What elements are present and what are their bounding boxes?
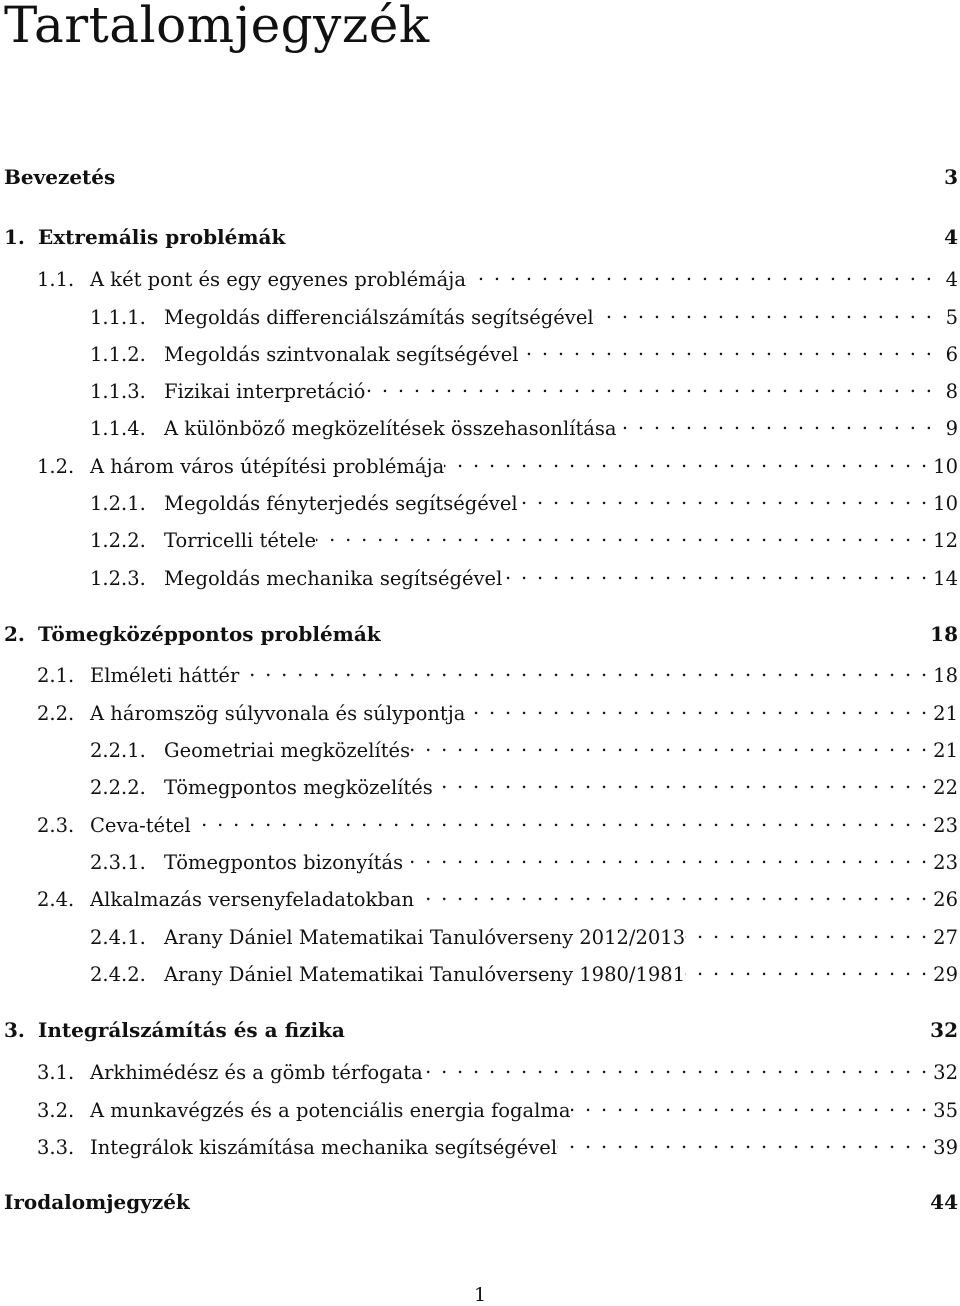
toc-dot-leader [444, 449, 933, 473]
toc-entry-number: 1.1.2. [90, 343, 146, 366]
toc-chapter-entry[interactable] [4, 1018, 958, 1042]
toc-entry-page: 10 [933, 492, 958, 515]
toc-entry-page: 44 [930, 1190, 958, 1214]
toc-dot-leader [557, 1130, 933, 1154]
toc-subsection-entry[interactable] [90, 300, 958, 330]
toc-entry-number: 2.3.1. [90, 851, 146, 874]
toc-entry-page: 3 [944, 165, 958, 189]
toc-entry-title: Fizikai interpretáció [164, 380, 366, 403]
toc-section-entry[interactable] [37, 449, 958, 479]
toc-subsection-entry[interactable] [90, 411, 958, 441]
toc-section-entry[interactable] [37, 1130, 958, 1160]
toc-chapter-entry[interactable] [4, 165, 958, 189]
page-number: 1 [473, 1284, 487, 1306]
toc-dot-leader [239, 658, 933, 682]
toc-entry-number: 1.1.3. [90, 380, 146, 403]
toc-entry-title: Torricelli tétele [164, 529, 317, 552]
toc-dot-leader [433, 770, 933, 794]
toc-section-entry[interactable] [37, 882, 958, 912]
toc-section-entry[interactable] [37, 808, 958, 838]
toc-entry-title: A munkavégzés és a potenciális energia fogalma [90, 1099, 571, 1122]
toc-dot-leader [518, 486, 934, 510]
toc-entry-page: 10 [933, 455, 958, 478]
toc-section-entry[interactable] [37, 658, 958, 688]
toc-entry-page: 9 [945, 417, 958, 440]
toc-entry-page: 21 [933, 739, 958, 762]
toc-entry-title: Arany Dániel Matematikai Tanulóverseny 1980/1981 [164, 963, 686, 986]
toc-subsection-entry[interactable] [90, 523, 958, 553]
toc-entry-page: 23 [933, 814, 958, 837]
toc-entry-page: 4 [945, 268, 958, 291]
toc-entry-page: 5 [945, 306, 958, 329]
toc-section-entry[interactable] [37, 1093, 958, 1123]
toc-entry-number: 3.2. [37, 1099, 75, 1122]
toc-dot-leader [594, 300, 938, 324]
toc-entry-page: 12 [933, 529, 958, 552]
toc-entry-title: Arany Dániel Matematikai Tanulóverseny 2012/2013 [164, 926, 686, 949]
toc-entry-number: 3.1. [37, 1061, 75, 1084]
toc-dot-leader [571, 1093, 934, 1117]
toc-entry-title: Tömegpontos bizonyítás [164, 851, 404, 874]
toc-entry-page: 6 [945, 343, 958, 366]
toc-entry-page: 21 [933, 702, 958, 725]
toc-entry-title: A különböző megközelítések összehasonlítása [164, 417, 617, 440]
toc-entry-number: 1.2.1. [90, 492, 146, 515]
toc-entry-title: Bevezetés [4, 165, 116, 189]
toc-entry-number: 1.1.1. [90, 306, 146, 329]
toc-dot-leader [414, 882, 933, 906]
toc-entry-number: 1.1.4. [90, 417, 146, 440]
toc-entry-title: Integrálok kiszámítása mechanika segítségével [90, 1136, 558, 1159]
toc-entry-title: Ceva-tétel [90, 814, 191, 837]
toc-entry-title: Megoldás szintvonalak segítségével [164, 343, 519, 366]
page-title: Tartalomjegyzék [4, 0, 430, 54]
toc-section-entry[interactable] [37, 1055, 958, 1085]
toc-entry-number: 2.2.1. [90, 739, 146, 762]
toc-entry-number: 2.2. [37, 702, 75, 725]
toc-entry-title: Megoldás differenciálszámítás segítségével [164, 306, 594, 329]
toc-chapter-entry[interactable] [4, 225, 958, 249]
toc-dot-leader [403, 845, 933, 869]
toc-dot-leader [316, 523, 933, 547]
toc-subsection-entry[interactable] [90, 845, 958, 875]
toc-dot-leader [191, 808, 933, 832]
toc-subsection-entry[interactable] [90, 337, 958, 367]
toc-entry-number: 3. [4, 1018, 25, 1042]
toc-entry-number: 1.2.3. [90, 567, 146, 590]
toc-dot-leader [465, 696, 933, 720]
toc-entry-title: Arkhimédész és a gömb térfogata [90, 1061, 423, 1084]
toc-subsection-entry[interactable] [90, 374, 958, 404]
toc-entry-title: Elméleti háttér [90, 664, 240, 687]
toc-dot-leader [410, 733, 933, 757]
toc-entry-number: 1.1. [37, 268, 75, 291]
toc-entry-number: 2.1. [37, 664, 75, 687]
toc-entry-title: A két pont és egy egyenes problémája [90, 268, 466, 291]
toc-entry-number: 1.2.2. [90, 529, 146, 552]
toc-entry-page: 39 [933, 1136, 958, 1159]
toc-entry-page: 8 [945, 380, 958, 403]
toc-entry-number: 2.4.2. [90, 963, 146, 986]
toc-entry-page: 22 [933, 776, 958, 799]
toc-entry-page: 32 [933, 1061, 958, 1084]
toc-section-entry[interactable] [37, 696, 958, 726]
toc-subsection-entry[interactable] [90, 770, 958, 800]
toc-entry-page: 29 [933, 963, 958, 986]
toc-entry-title: Megoldás mechanika segítségével [164, 567, 503, 590]
toc-entry-number: 2.3. [37, 814, 75, 837]
toc-entry-page: 18 [933, 664, 958, 687]
toc-entry-number: 2.4. [37, 888, 75, 911]
toc-chapter-entry[interactable] [4, 1190, 958, 1214]
toc-dot-leader [466, 262, 938, 286]
toc-entry-number: 2.2.2. [90, 776, 146, 799]
toc-entry-page: 32 [930, 1018, 958, 1042]
toc-entry-title: Geometriai megközelítés [164, 739, 411, 762]
toc-entry-title: Extremális problémák [38, 225, 286, 249]
toc-entry-page: 35 [933, 1099, 958, 1122]
toc-dot-leader [617, 411, 938, 435]
toc-entry-title: Megoldás fényterjedés segítségével [164, 492, 518, 515]
toc-entry-number: 2.4.1. [90, 926, 146, 949]
toc-entry-number: 1.2. [37, 455, 75, 478]
toc-entry-title: Integrálszámítás és a fizika [38, 1018, 345, 1042]
toc-entry-title: Tömegpontos megközelítés [164, 776, 433, 799]
toc-entry-page: 4 [944, 225, 958, 249]
toc-entry-page: 14 [933, 567, 958, 590]
toc-entry-page: 23 [933, 851, 958, 874]
toc-entry-title: A háromszög súlyvonala és súlypontja [90, 702, 466, 725]
toc-entry-number: 1. [4, 225, 25, 249]
toc-chapter-entry[interactable] [4, 622, 958, 646]
toc-entry-page: 27 [933, 926, 958, 949]
toc-subsection-entry[interactable] [90, 733, 958, 763]
toc-entry-number: 3.3. [37, 1136, 75, 1159]
toc-dot-leader [423, 1055, 933, 1079]
toc-subsection-entry[interactable] [90, 486, 958, 516]
toc-subsection-entry[interactable] [90, 957, 958, 987]
toc-dot-leader [502, 561, 933, 585]
toc-entry-title: Tömegközéppontos problémák [38, 622, 381, 646]
toc-entry-page: 26 [933, 888, 958, 911]
toc-entry-title: A három város útépítési problémája [90, 455, 445, 478]
toc-subsection-entry[interactable] [90, 920, 958, 950]
toc-dot-leader [685, 957, 933, 981]
toc-subsection-entry[interactable] [90, 561, 958, 591]
toc-dot-leader [685, 920, 933, 944]
toc-entry-page: 18 [930, 622, 958, 646]
toc-dot-leader [518, 337, 938, 361]
toc-entry-title: Irodalomjegyzék [4, 1190, 190, 1214]
toc-dot-leader [365, 374, 938, 398]
toc-section-entry[interactable] [37, 262, 958, 292]
toc-entry-title: Alkalmazás versenyfeladatokban [90, 888, 415, 911]
toc-entry-number: 2. [4, 622, 25, 646]
